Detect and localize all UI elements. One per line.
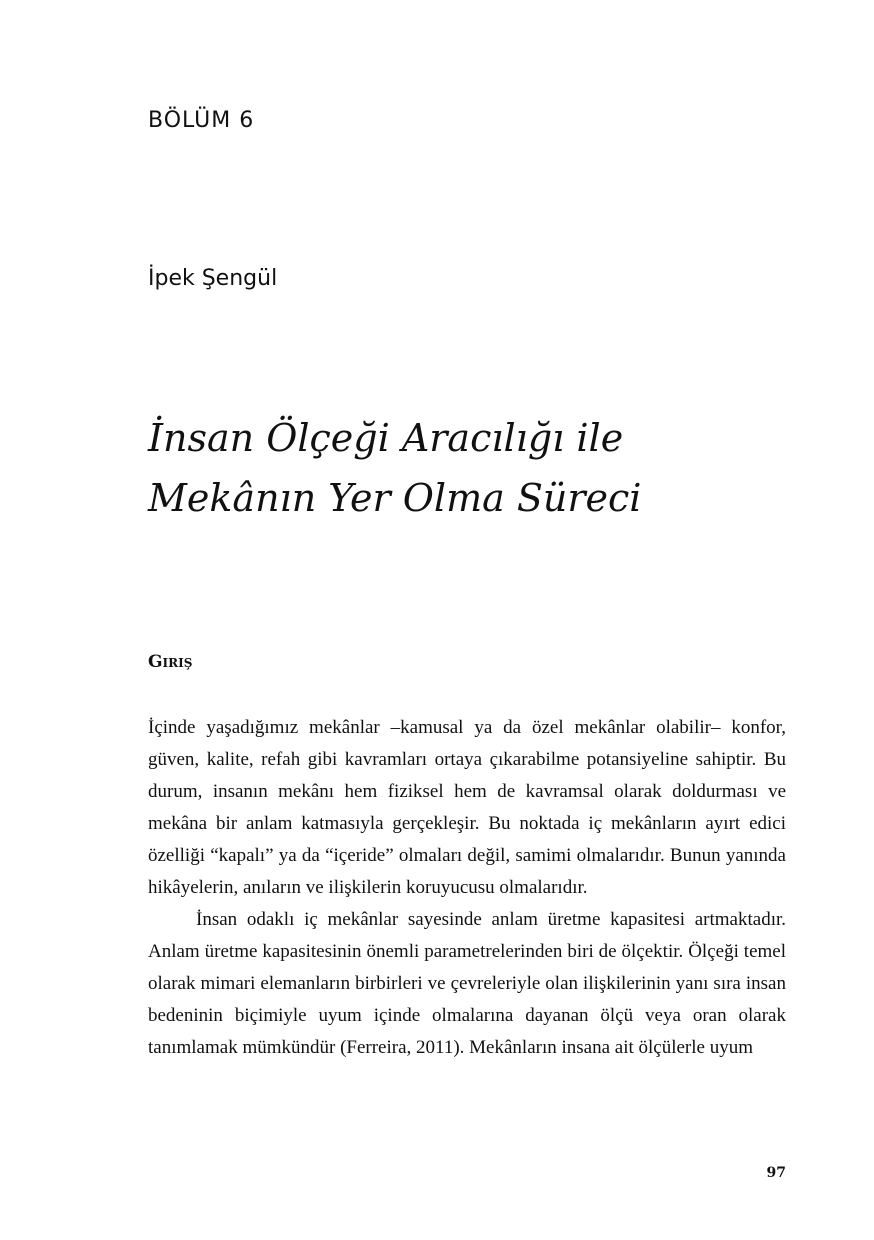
author-name: İpek Şengül [148, 266, 278, 291]
chapter-title-line-1: İnsan Ölçeği Aracılığı ile [148, 416, 624, 460]
section-heading: Giriş [148, 652, 193, 672]
paragraph-1: İçinde yaşadığımız mekânlar –kamusal ya da özel mekânlar olabilir– konfor, güven, kalite, refah gibi kavramları ortaya çıkarabilme potansiyeline sahiptir. Bu durum, insanın mekânı hem fiziksel hem de kavramsal olarak doldurması ve mekâna bir anlam katmasıyla gerçekleşir. Bu noktada iç mekânların ayırt edici özelliği “kapalı” ya da “içeride” olmaları değil, samimi olmalarıdır. Bunun yanında hikâyelerin, anıların ve ilişkilerin koruyucusu olmalarıdır. [148, 717, 786, 898]
body-text [148, 712, 786, 1064]
chapter-title [148, 408, 788, 528]
chapter-label: BÖLÜM 6 [148, 108, 255, 133]
page-number: 97 [766, 1165, 786, 1181]
chapter-title-line-2: Mekânın Yer Olma Süreci [148, 476, 642, 520]
paragraph-2: İnsan odaklı iç mekânlar sayesinde anlam üretme kapasitesi artmaktadır. Anlam üretme kapasitesinin önemli parametrelerinden biri de ölçektir. Ölçeği temel olarak mimari elemanların birbirleri ve çevreleriyle olan ilişkilerinin yanı sıra insan bedeninin biçimiyle uyum içinde olmalarına dayanan ölçü veya oran olarak tanımlamak mümkündür (Ferreira, 2011). Mekânların insana ait ölçülerle uyum [148, 909, 786, 1058]
